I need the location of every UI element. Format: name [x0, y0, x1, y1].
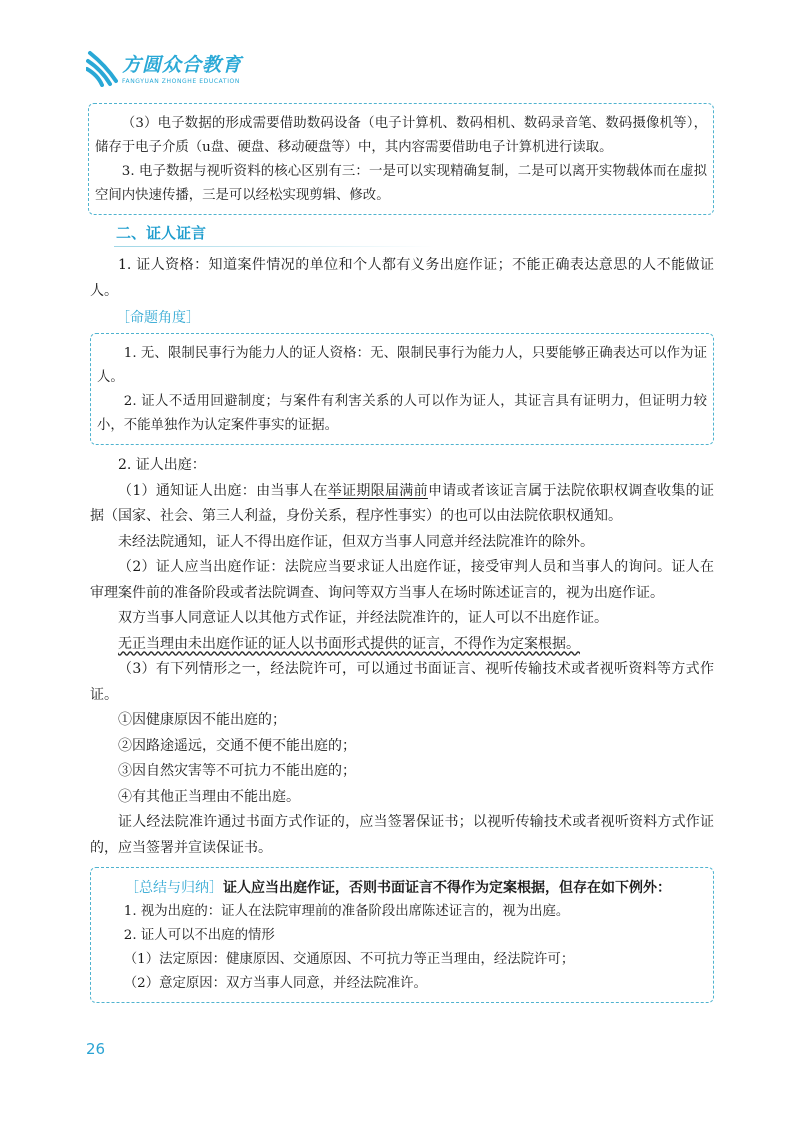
logo-subtitle: FANGYUAN ZHONGHE EDUCATION — [122, 77, 240, 85]
section-title: 二、证人证言 — [116, 224, 207, 242]
list-item: ①因健康原因不能出庭的； — [118, 712, 286, 728]
text-segment: 申请或者该证言属于法院依职权调查收集的证据（国家、社会、第三人利益，身份关系，程序性事实）的也可以由法院依职权通知。 — [90, 482, 714, 524]
logo-wave-icon — [86, 47, 118, 87]
summary-lead-paragraph — [97, 876, 707, 900]
body-paragraph: 证人经法院准许通过书面方式作证的，应当签署保证书；以视听传输技术或者视听资料方式作证的，应当签署并宣读保证书。 — [90, 814, 714, 856]
box-paragraph: 2. 证人不适用回避制度；与案件有利害关系的人可以作为证人，其证言具有证明力，但证明力较小，不能单独作为认定案件事实的证据。 — [97, 394, 707, 433]
header — [86, 42, 242, 92]
summary-tag: ［总结与归纳］ — [125, 880, 223, 896]
electronic-data-box — [88, 103, 714, 215]
box-paragraph: 1. 无、限制民事行为能力人的证人资格：无、限制民事行为能力人，只要能够正确表达可以作为证人。 — [97, 346, 707, 385]
page-number: 26 — [86, 1040, 106, 1058]
notify-witness-paragraph — [90, 479, 714, 530]
body-paragraph: 未经法院通知，证人不得出庭作证，但双方当事人同意并经法院准许的除外。 — [118, 533, 594, 550]
witness-qualification: 1. 证人资格：知道案件情况的单位和个人都有义务出庭作证；不能正确表达意思的人不能做证人。 — [90, 257, 714, 299]
summary-lead: 证人应当出庭作证，否则书面证言不得作为定案根据，但存在如下例外： — [223, 880, 671, 896]
exam-angle-box — [90, 333, 714, 445]
box-paragraph: （2）意定原因：双方当事人同意，并经法院准许。 — [123, 976, 427, 991]
section-divider — [114, 246, 434, 247]
summary-box — [90, 867, 714, 1003]
emphasized-paragraph — [90, 632, 714, 658]
wavy-underlined-text: 无正当理由未出庭作证的证人以书面形式提供的证言，不得作为定案根据。 — [118, 635, 580, 652]
list-item: ④有其他正当理由不能出庭。 — [118, 788, 300, 805]
text-segment: （1）通知证人出庭：由当事人在 — [118, 482, 328, 499]
exam-angle-tag: ［命题角度］ — [116, 310, 200, 326]
body-paragraph: （3）有下列情形之一，经法院许可，可以通过书面证言、视听传输技术或者视听资料等方式作证。 — [90, 661, 714, 703]
witness-appearance-heading: 2. 证人出庭： — [118, 457, 206, 473]
list-item: ③因自然灾害等不可抗力不能出庭的； — [118, 763, 356, 779]
box-paragraph: 3. 电子数据与视听资料的核心区别有三：一是可以实现精确复制，二是可以离开实物载体而在虚拟空间内快速传播，三是可以经松实现剪辑、修改。 — [95, 164, 707, 203]
page-content — [90, 103, 714, 1003]
body-paragraph: （2）证人应当出庭作证：法院应当要求证人出庭作证，接受审判人员和当事人的询问。证人在审理案件前的准备阶段或者法院调查、询问等双方当事人在场时陈述证言的，视为出庭作证。 — [90, 559, 714, 601]
logo-title: 方圆众合教育 — [122, 53, 243, 76]
logo — [122, 50, 242, 85]
box-paragraph: 2. 证人可以不出庭的情形 — [123, 928, 275, 943]
list-item: ②因路途遥远，交通不便不能出庭的； — [118, 737, 356, 754]
body-paragraph: 双方当事人同意证人以其他方式作证，并经法院准许的，证人可以不出庭作证。 — [118, 610, 608, 626]
underlined-text: 举证期限届满前 — [327, 482, 428, 499]
box-paragraph: （1）法定原因：健康原因、交通原因、不可抗力等正当理由，经法院许可； — [123, 952, 575, 967]
box-paragraph: （3）电子数据的形成需要借助数码设备（电子计算机、数码相机、数码录音笔、数码摄像机等），储存于电子介质（u盘、硬盘、移动硬盘等）中，其内容需要借助电子计算机进行读取。 — [95, 116, 707, 155]
box-paragraph: 1. 视为出庭的：证人在法院审理前的准备阶段出席陈述证言的，视为出庭。 — [123, 904, 570, 919]
